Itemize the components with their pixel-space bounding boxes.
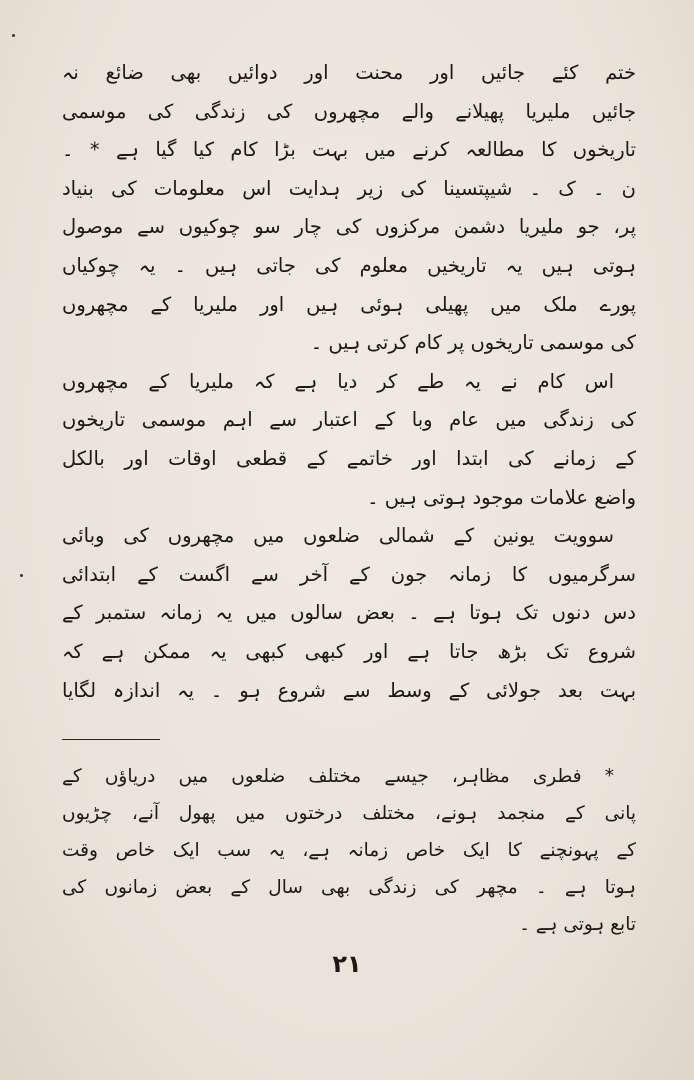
footnote-line: * فطری مظاہر، جیسے مختلف ضلعوں میں دریاؤں کے: [62, 766, 614, 787]
body-line: اس کام نے یہ طے کر دیا ہے کہ ملیریا کے مچھروں: [62, 369, 614, 393]
body-line: پر، جو ملیریا دشمن مرکزوں کی چار سو چوکیوں سے موصول: [62, 215, 636, 239]
body-line: کے زمانے کی ابتدا اور خاتمے کے قطعی اوقات اور بالکل: [62, 446, 636, 470]
print-speck: [12, 34, 15, 37]
footnote-line: تابع ہوتی ہے ۔: [519, 914, 636, 935]
body-line: دس دنوں تک ہوتا ہے ۔ بعض سالوں میں یہ زمانہ ستمبر کے: [62, 601, 636, 625]
body-line: کی زندگی میں عام وبا کے اعتبار سے اہم موسمی تاریخوں: [62, 408, 636, 432]
body-line: سوویت یونین کے شمالی ضلعوں میں مچھروں کی وبائی: [62, 524, 614, 548]
body-line: شروع تک بڑھ جاتا ہے اور کبھی کبھی یہ ممکن ہے کہ: [62, 639, 636, 663]
body-line: ہوتی ہیں یہ تاریخیں معلوم کی جاتی ہیں ۔ یہ چوکیاں: [62, 253, 636, 277]
body-line: ن ۔ ک ۔ شیپتسینا کی زیر ہدایت اس معلومات کی بنیاد: [62, 176, 636, 200]
body-text: [62, 54, 636, 710]
page-number: ۲۱: [332, 950, 362, 978]
footnote-line: ہوتا ہے ۔ مچھر کی زندگی بھی سال کے بعض زمانوں کی: [62, 877, 636, 898]
footnote-divider: [62, 739, 160, 740]
footnote: [62, 758, 636, 943]
body-line: جائیں ملیریا پھیلانے والے مچھروں کی زندگی کی موسمی: [62, 99, 636, 123]
footnote-line: پانی کے منجمد ہونے، مختلف درختوں میں پھول آنے، چڑیوں: [62, 803, 636, 824]
body-line: کی موسمی تاریخوں پر کام کرتی ہیں ۔: [310, 331, 636, 355]
print-speck: [20, 574, 23, 577]
body-line: بہت بعد جولائی کے وسط سے شروع ہو ۔ یہ اندازہ لگایا: [62, 678, 636, 702]
body-line: سرگرمیوں کا زمانہ جون کے آخر سے اگست کے ابتدائی: [62, 562, 636, 586]
body-line: پورے ملک میں پھیلی ہوئی ہیں اور ملیریا کے مچھروں: [62, 292, 636, 316]
body-line: واضع علامات موجود ہوتی ہیں ۔: [367, 485, 636, 509]
footnote-line: کے پہونچنے کا ایک خاص زمانہ ہے، یہ سب ایک خاص وقت: [62, 840, 636, 861]
body-line: تاریخوں کا مطالعہ کرنے میں بہت بڑا کام کیا گیا ہے * ۔: [62, 138, 636, 162]
body-line: ختم کئے جائیں اور محنت اور دوائیں بھی ضائع نہ: [62, 61, 636, 84]
